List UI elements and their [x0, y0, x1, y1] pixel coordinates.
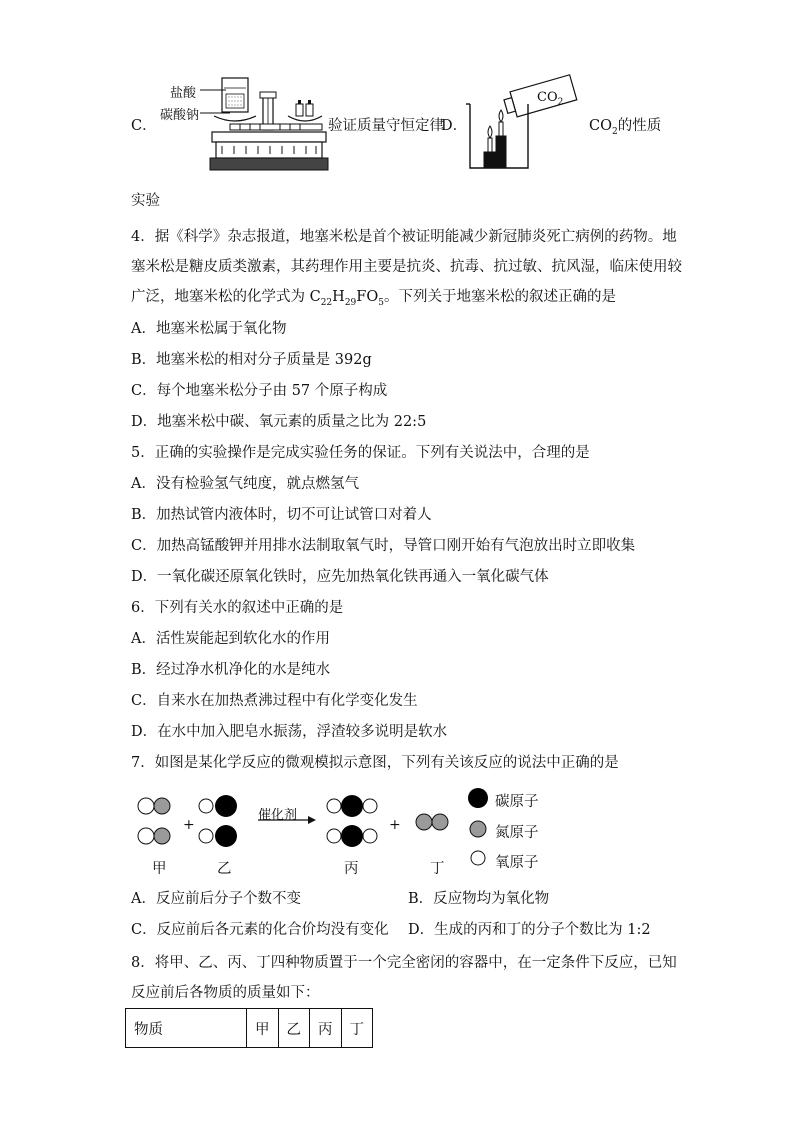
q3-option-c-text: 验证质量守恒定律: [328, 118, 444, 134]
molecule-yi-2: [199, 825, 237, 847]
legend-carbon-icon: [468, 788, 488, 808]
q3-option-d-label: D．: [441, 118, 468, 134]
legend-nitrogen-icon: [470, 821, 486, 837]
molecule-jia-1: [138, 798, 170, 814]
table-header-substance: 物质: [126, 1009, 247, 1048]
q7-catalyst-label: 催化剂: [258, 808, 298, 823]
q7-label-ding: 丁: [430, 861, 445, 877]
q7-stem: 7．如图是某化学反应的微观模拟示意图，下列有关该反应的说法中正确的是: [131, 755, 619, 771]
q7-option-d: D．生成的丙和丁的分子个数比为 1:2: [408, 922, 651, 938]
q5-option-b: B．加热试管内液体时，切不可让试管口对着人: [131, 507, 432, 523]
q4-option-b: B．地塞米松的相对分子质量是 392g: [131, 352, 372, 368]
q3-label-hydrochloric-acid: 盐酸: [170, 86, 197, 101]
table-header-jia: 甲: [247, 1009, 279, 1048]
q7-option-b: B．反应物均为氧化物: [408, 891, 550, 907]
table-header-ding: 丁: [341, 1009, 373, 1048]
q4-option-a: A．地塞米松属于氧化物: [131, 321, 287, 337]
molecule-bing-2: [327, 825, 377, 847]
molecule-yi-1: [199, 795, 237, 817]
table-header-bing: 丙: [310, 1009, 342, 1048]
q3-option-d-text: $CO_2$的性质: [589, 118, 662, 137]
molecule-bing-1: [327, 795, 377, 817]
q7-label-jia: 甲: [152, 861, 167, 877]
q5-option-d: D．一氧化碳还原氧化铁时，应先加热氧化铁再通入一氧化碳气体: [131, 569, 549, 585]
co2-candles-figure: [462, 66, 572, 176]
q7-option-c: C．反应前后各元素的化合价均没有变化: [131, 922, 389, 938]
molecule-ding: [416, 814, 448, 830]
q5-stem: 5．正确的实验操作是完成实验任务的保证。下列有关说法中，合理的是: [131, 445, 590, 461]
q4-stem-line-1: 4．据《科学》杂志报道，地塞米松是首个被证明能减少新冠肺炎死亡病例的药物。地: [131, 229, 677, 245]
q7-plus-1: +: [183, 817, 195, 833]
q7-label-bing: 丙: [344, 861, 359, 877]
q6-option-a: A．活性炭能起到软化水的作用: [131, 631, 330, 647]
q4-stem-line-2: 塞米松是糖皮质类激素，其药理作用主要是抗炎、抗毒、抗过敏、抗风湿，临床使用较: [131, 259, 682, 275]
q5-option-c: C．加热高锰酸钾并用排水法制取氧气时，导管口刚开始有气泡放出时立即收集: [131, 538, 636, 554]
q6-stem: 6．下列有关水的叙述中正确的是: [131, 600, 344, 616]
q4-option-d: D．地塞米松中碳、氧元素的质量之比为 22:5: [131, 414, 427, 430]
q7-option-a: A．反应前后分子个数不变: [131, 891, 301, 907]
q6-option-b: B．经过净水机净化的水是纯水: [131, 662, 331, 678]
q8-stem-line-1: 8．将甲、乙、丙、丁四种物质置于一个完全密闭的容器中，在一定条件下反应，已知: [131, 955, 677, 971]
molecule-jia-2: [138, 828, 170, 844]
table-header-yi: 乙: [278, 1009, 310, 1048]
q3-option-c-label: C．: [131, 118, 157, 134]
q7-legend-nitrogen: 氮原子: [495, 825, 539, 841]
q7-plus-2: +: [389, 817, 401, 833]
q3-label-sodium-carbonate: 碳酸钠: [160, 108, 200, 123]
q3-co2-bottle-label: $CO_2$: [537, 90, 564, 108]
q4-stem-line-3: 广泛，地塞米松的化学式为 $C_{22}H_{29}FO_5$。下列关于地塞米松的叙述正确的是: [131, 289, 616, 308]
q6-option-c: C．自来水在加热煮沸过程中有化学变化发生: [131, 693, 418, 709]
q8-stem-line-2: 反应前后各物质的质量如下：: [131, 985, 320, 1001]
q4-option-c: C．每个地塞米松分子由 57 个原子构成: [131, 383, 388, 399]
q8-mass-table: [125, 1008, 373, 1048]
q6-option-d: D．在水中加入肥皂水振荡，浮渣较多说明是软水: [131, 724, 448, 740]
q7-legend-carbon: 碳原子: [495, 794, 539, 810]
q5-option-a: A．没有检验氢气纯度，就点燃氢气: [131, 476, 359, 492]
q3-tail-text: 实验: [131, 193, 160, 209]
q7-label-yi: 乙: [217, 861, 232, 877]
balance-scale-figure: [200, 66, 330, 176]
table-row: [126, 1009, 373, 1048]
q7-legend-oxygen: 氧原子: [495, 855, 539, 871]
legend-oxygen-icon: [471, 851, 485, 865]
